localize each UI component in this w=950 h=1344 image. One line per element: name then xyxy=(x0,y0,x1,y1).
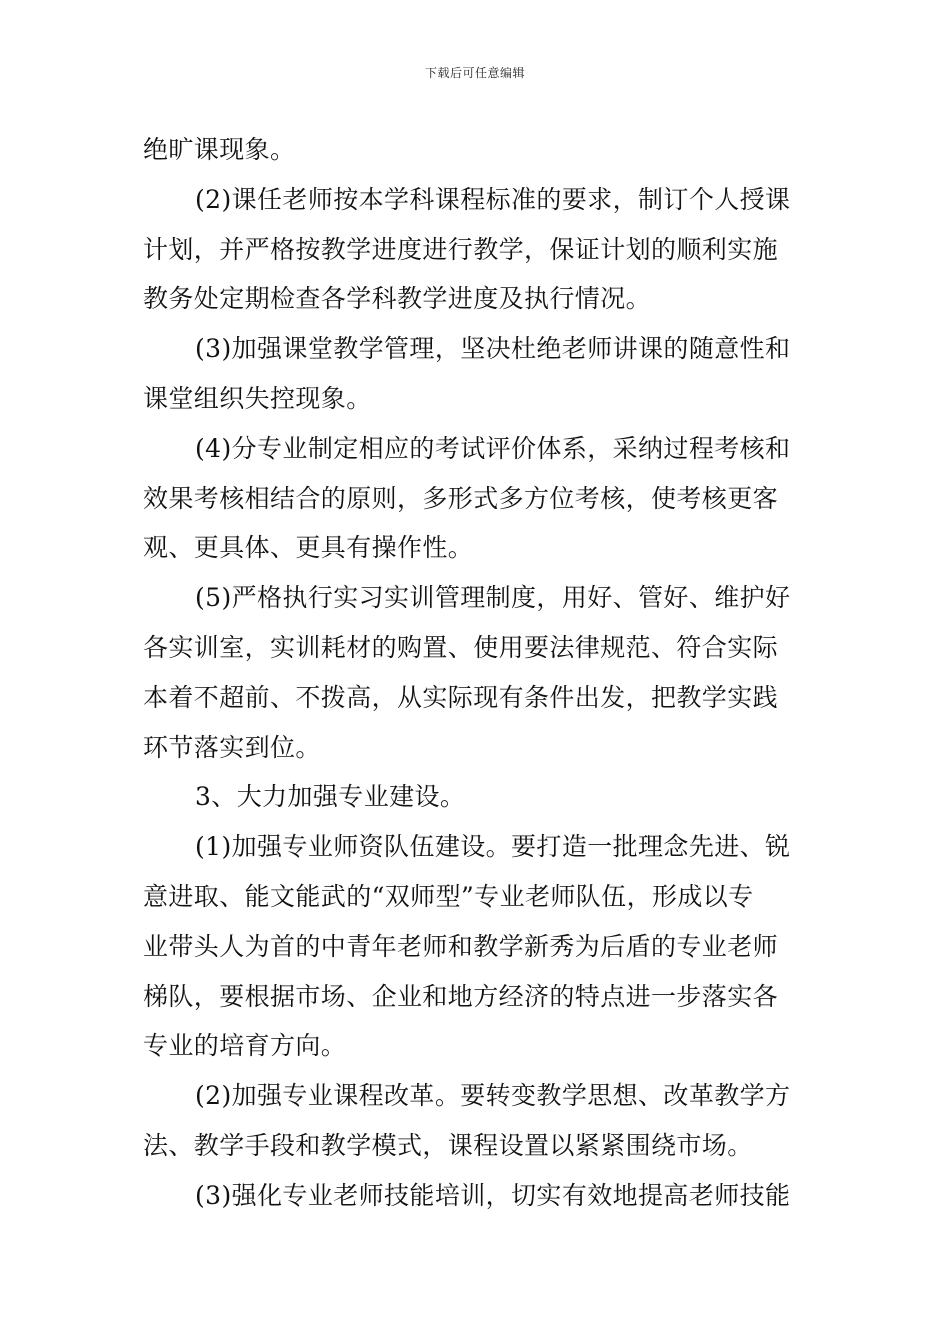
body-line: 绝旷课现象。 xyxy=(143,135,296,164)
body-line: 专业的培育方向。 xyxy=(143,1031,347,1061)
body-line: (3)加强课堂教学管理，坚决杜绝老师讲课的随意性和 xyxy=(195,334,791,364)
section-heading: 3、大力加强专业建设。 xyxy=(195,782,466,812)
body-line: 教务处定期检查各学科教学进度及执行情况。 xyxy=(143,284,652,314)
body-line: (3)强化专业老师技能培训，切实有效地提高老师技能 xyxy=(195,1180,791,1210)
body-line: 计划，并严格按教学进度进行教学，保证计划的顺利实施 xyxy=(143,234,779,264)
body-line: 课堂组织失控现象。 xyxy=(143,383,372,413)
body-line: (2)课任老师按本学科课程标准的要求，制订个人授课 xyxy=(195,184,791,214)
body-line: 意进取、能文能武的“双师型”专业老师队伍，形成以专 xyxy=(143,881,754,911)
body-line: (4)分专业制定相应的考试评价体系，采纳过程考核和 xyxy=(195,433,791,463)
body-line: 法、教学手段和教学模式，课程设置以紧紧围绕市场。 xyxy=(143,1130,753,1160)
body-line: 各实训室，实训耗材的购置、使用要法律规范、符合实际 xyxy=(143,632,779,662)
body-line: (2)加强专业课程改革。要转变教学思想、改革教学方 xyxy=(195,1081,791,1111)
body-line: 业带头人为首的中青年老师和教学新秀为后盾的专业老师 xyxy=(143,931,779,961)
body-line: (5)严格执行实习实训管理制度，用好、管好、维护好 xyxy=(195,583,791,613)
document-body xyxy=(143,125,823,1221)
body-line: 观、更具体、更具有操作性。 xyxy=(143,533,474,563)
body-line: 本着不超前、不拨高，从实际现有条件出发，把教学实践 xyxy=(143,682,779,712)
body-line: (1)加强专业师资队伍建设。要打造一批理念先进、锐 xyxy=(195,832,791,862)
body-line: 效果考核相结合的原则，多形式多方位考核，使考核更客 xyxy=(143,483,779,513)
body-line: 环节落实到位。 xyxy=(143,732,321,762)
body-line: 梯队，要根据市场、企业和地方经济的特点进一步落实各 xyxy=(143,981,779,1011)
page-header: 下载后可任意编辑 xyxy=(424,66,525,80)
